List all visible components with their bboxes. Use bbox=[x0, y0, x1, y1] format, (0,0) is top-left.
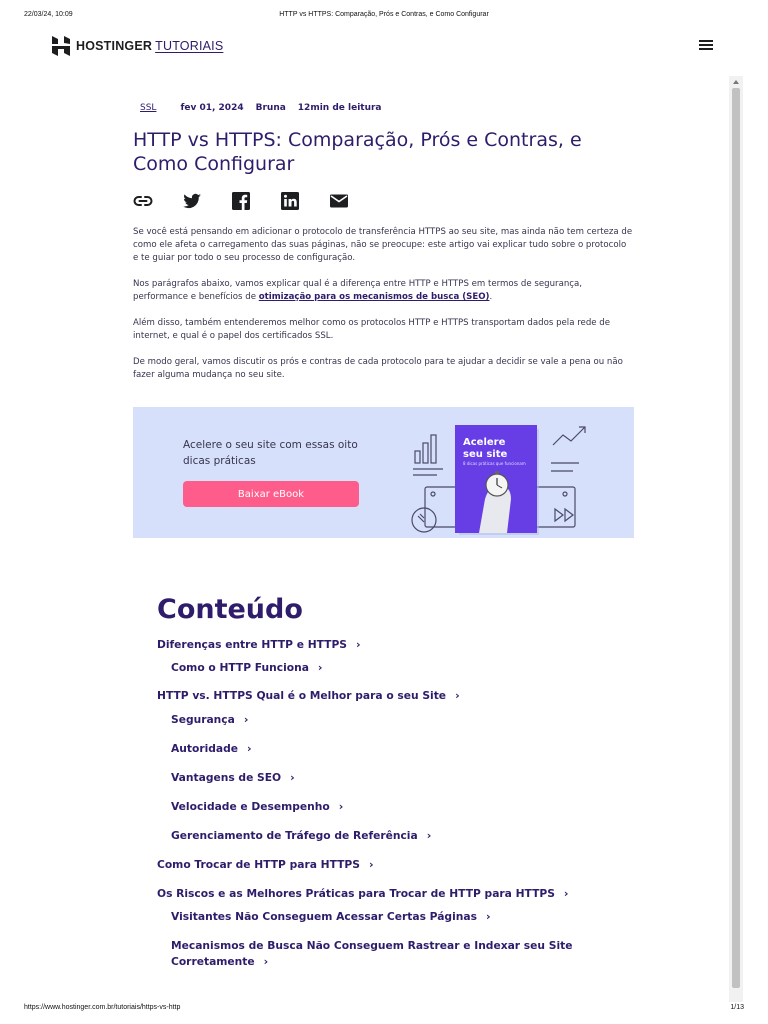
paragraph-2-text: Nos parágrafos abaixo, vamos explicar qual é a diferença entre HTTP e HTTPS em termos de segurança, performance e benefícios de bbox=[133, 279, 583, 302]
seo-link[interactable]: otimização para os mecanismos de busca (SEO) bbox=[258, 292, 490, 302]
chevron-right-icon: › bbox=[290, 771, 295, 784]
linkedin-icon[interactable] bbox=[280, 191, 300, 211]
intro-paragraph-2 bbox=[133, 278, 633, 304]
toc-item-seguranca[interactable] bbox=[171, 712, 248, 728]
chevron-right-icon: › bbox=[356, 638, 361, 651]
toc-item-label: Mecanismos de Busca Não Conseguem Rastrear e Indexar seu Site Corretamente bbox=[171, 939, 573, 968]
print-header bbox=[0, 11, 768, 23]
hamburger-menu-icon[interactable] bbox=[699, 40, 713, 52]
print-page-number: 1/13 bbox=[730, 1004, 744, 1011]
toc-item-label: Como o HTTP Funciona bbox=[171, 661, 309, 674]
toc-item-mecanismos-busca[interactable] bbox=[171, 938, 611, 970]
category-tag-link[interactable]: SSL bbox=[140, 103, 157, 113]
article-title: HTTP vs HTTPS: Comparação, Prós e Contras, e Como Configurar bbox=[133, 129, 582, 175]
chevron-right-icon: › bbox=[426, 829, 432, 842]
ebook-cover-title-1: Acelere bbox=[463, 437, 506, 448]
toc-item-velocidade[interactable] bbox=[171, 799, 343, 815]
ebook-cover-subtitle: 8 dicas práticas que funcionam bbox=[463, 461, 526, 466]
intro-paragraph-3: Além disso, também entenderemos melhor como os protocolos HTTP e HTTPS transportam dados pela rede de internet, e qual é o papel dos certificados SSL. bbox=[133, 318, 611, 341]
read-time: 12min de leitura bbox=[297, 103, 382, 113]
toc-title: Conteúdo bbox=[157, 594, 303, 625]
toc-item-melhor-para-site[interactable] bbox=[157, 688, 460, 704]
logo-wordmark bbox=[76, 39, 223, 53]
publish-date: fev 01, 2024 bbox=[180, 103, 244, 113]
banner-text: Acelere o seu site com essas oito dicas práticas bbox=[183, 439, 358, 467]
toc-item-label: Os Riscos e as Melhores Práticas para Trocar de HTTP para HTTPS bbox=[157, 887, 555, 900]
toc-item-label: Visitantes Não Conseguem Acessar Certas Páginas bbox=[171, 910, 477, 923]
toc-item-label: Segurança bbox=[171, 713, 235, 726]
logo-brand: HOSTINGER bbox=[76, 39, 153, 53]
print-doc-title: HTTP vs HTTPS: Comparação, Prós e Contras, e Como Configurar bbox=[279, 11, 489, 18]
hostinger-logo[interactable] bbox=[52, 36, 223, 56]
facebook-icon[interactable] bbox=[231, 191, 251, 211]
twitter-icon[interactable] bbox=[182, 191, 202, 211]
scroll-thumb[interactable] bbox=[732, 88, 740, 988]
toc-item-visitantes[interactable] bbox=[171, 909, 490, 925]
chevron-right-icon: › bbox=[263, 955, 269, 968]
download-ebook-button[interactable]: Baixar eBook bbox=[183, 481, 359, 507]
chevron-right-icon: › bbox=[317, 661, 323, 674]
chevron-right-icon: › bbox=[485, 910, 491, 923]
site-header bbox=[0, 30, 768, 64]
toc-item-vantagens-seo[interactable] bbox=[171, 770, 295, 786]
ebook-illustration bbox=[403, 415, 603, 535]
toc-item-label: Velocidade e Desempenho bbox=[171, 800, 330, 813]
intro-paragraph-1: Se você está pensando em adicionar o protocolo de transferência HTTPS ao seu site, mas ainda não tem certeza de como ele afeta o carregamento das suas páginas, não se preocupe: este artigo vai explicar tudo sobre o protocolo e te guiar por todo o seu processo de configuração. bbox=[133, 227, 633, 263]
chevron-right-icon: › bbox=[368, 858, 374, 871]
print-footer bbox=[0, 1004, 768, 1016]
toc-item-label: Vantagens de SEO bbox=[171, 771, 282, 784]
ebook-banner bbox=[133, 407, 634, 538]
hostinger-logo-icon bbox=[52, 36, 70, 56]
page-scrollbar[interactable] bbox=[729, 76, 743, 1002]
intro-paragraph-4: De modo geral, vamos discutir os prós e contras de cada protocolo para te ajudar a decidir se vale a pena ou não fazer alguma mudança no seu site. bbox=[133, 357, 623, 380]
share-bar bbox=[133, 191, 378, 211]
toc-item-como-http-funciona[interactable] bbox=[171, 660, 322, 676]
toc-item-label: Como Trocar de HTTP para HTTPS bbox=[157, 858, 360, 871]
paragraph-2-end: . bbox=[489, 292, 493, 302]
toc-item-autoridade[interactable] bbox=[171, 741, 252, 757]
author-name: Bruna bbox=[255, 103, 286, 113]
chevron-right-icon: › bbox=[247, 742, 252, 755]
toc-item-label: Gerenciamento de Tráfego de Referência bbox=[171, 829, 418, 842]
chevron-right-icon: › bbox=[455, 689, 460, 702]
article-meta bbox=[140, 103, 382, 113]
toc-item-label: Diferenças entre HTTP e HTTPS bbox=[157, 638, 347, 651]
logo-section: TUTORIAIS bbox=[155, 39, 224, 53]
print-url: https://www.hostinger.com.br/tutoriais/https-vs-http bbox=[24, 1004, 181, 1011]
chevron-right-icon: › bbox=[243, 713, 249, 726]
toc-item-riscos-praticas[interactable] bbox=[157, 886, 568, 902]
ebook-cover-title-2: seu site bbox=[463, 449, 508, 460]
link-icon[interactable] bbox=[133, 191, 153, 211]
toc-item-label: HTTP vs. HTTPS Qual é o Melhor para o seu Site bbox=[157, 689, 447, 702]
scroll-up-arrow-icon[interactable] bbox=[733, 80, 739, 84]
toc-item-trafego-referencia[interactable] bbox=[171, 828, 431, 844]
toc-item-como-trocar[interactable] bbox=[157, 857, 374, 873]
toc-item-diferencas[interactable] bbox=[157, 637, 361, 653]
toc-item-label: Autoridade bbox=[171, 742, 239, 755]
print-datetime: 22/03/24, 10:09 bbox=[24, 11, 73, 18]
chevron-right-icon: › bbox=[563, 887, 569, 900]
email-icon[interactable] bbox=[329, 191, 349, 211]
chevron-right-icon: › bbox=[338, 800, 344, 813]
